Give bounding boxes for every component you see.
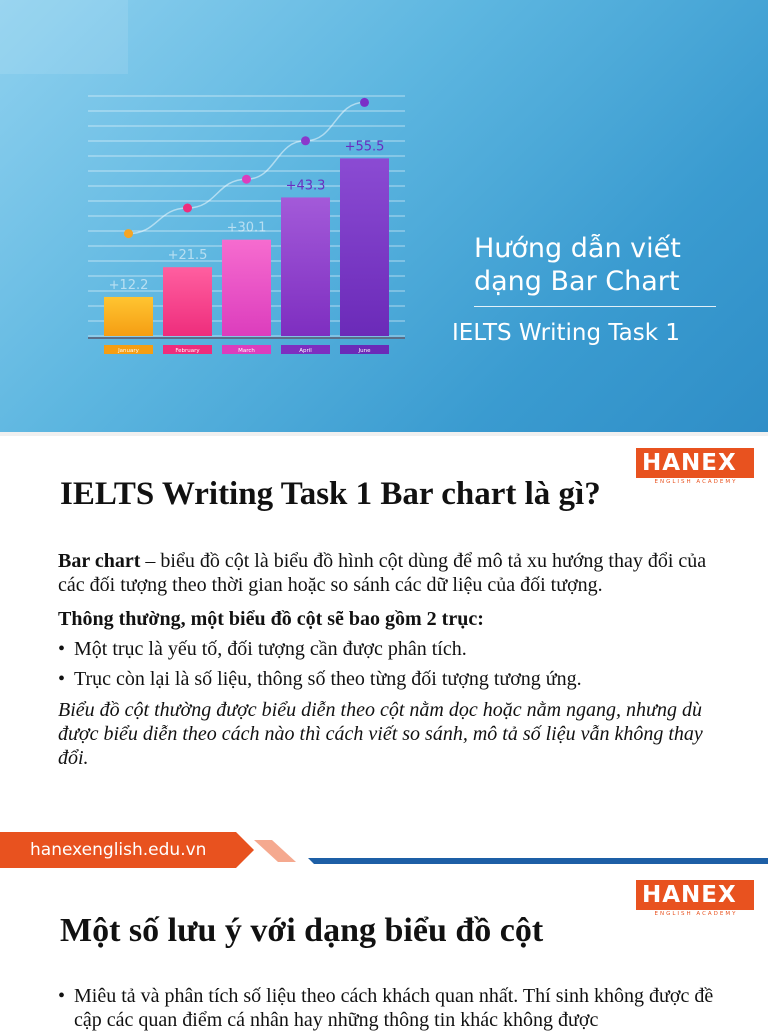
section-heading: Một số lưu ý với dạng biểu đồ cột [60, 912, 544, 949]
bullet-dot: • [58, 668, 66, 690]
italic-note: Biểu đồ cột thường được biểu diễn theo cột nằm dọc hoặc nằm ngang, nhưng dù được biểu diễn theo cách nào thì cách viết so sánh, mô tả số liệu vẫn không thay đổi. [58, 699, 703, 769]
category-label: February [175, 348, 200, 354]
bar-value-label: +43.3 [285, 178, 326, 194]
chart-bar [281, 197, 330, 336]
banner [0, 0, 768, 432]
list-item [58, 984, 718, 1032]
trend-point [301, 136, 310, 145]
logo-wordmark: HANEX [642, 882, 737, 908]
category-label: April [299, 348, 312, 354]
hanex-logo [636, 880, 754, 922]
chart-bar [222, 240, 271, 336]
intro-paragraph [58, 549, 718, 597]
slide-separator [0, 432, 768, 436]
trend-point [360, 98, 369, 107]
website-link[interactable]: hanexenglish.edu.vn [30, 840, 207, 860]
bar-value-label: +30.1 [226, 220, 267, 236]
banner-subtitle: IELTS Writing Task 1 [452, 320, 680, 346]
bullet-dot: • [58, 985, 66, 1007]
category-label: June [358, 348, 371, 354]
list-item [58, 638, 718, 661]
bar-value-label: +55.5 [344, 139, 385, 155]
section-content [58, 549, 718, 770]
bullet-dot: • [58, 638, 66, 660]
logo-tagline: ENGLISH ACADEMY [654, 479, 738, 485]
bullet-text: Miêu tả và phân tích số liệu theo cách khách quan nhất. Thí sinh không được đề cập các quan điểm cá nhân hay những thông tin khác không được [74, 985, 714, 1031]
logo-wordmark: HANEX [642, 450, 737, 476]
chart-bar [104, 297, 153, 336]
banner-title-line1: Hướng dẫn viết [474, 233, 681, 264]
category-label: January [118, 348, 139, 354]
chart-bar [163, 267, 212, 336]
banner-title-line2: dạng Bar Chart [474, 266, 680, 297]
trend-point [242, 175, 251, 184]
banner-title [474, 232, 734, 298]
trend-point [183, 204, 192, 213]
bar-chart-illustration [0, 0, 440, 432]
hanex-logo [636, 448, 754, 490]
section-heading: IELTS Writing Task 1 Bar chart là gì? [60, 476, 601, 512]
trend-point [124, 229, 133, 238]
banner-divider [474, 306, 716, 307]
bar-value-label: +12.2 [108, 277, 149, 293]
intro-term: Bar chart [58, 550, 141, 572]
intro-text: – biểu đồ cột là biểu đồ hình cột dùng để mô tả xu hướng thay đổi của các đối tượng theo thời gian hoặc so sánh các dữ liệu của đối tượng. [58, 550, 707, 596]
bullet-text: Trục còn lại là số liệu, thông số theo từng đối tượng tương ứng. [74, 668, 582, 690]
bullet-text: Một trục là yếu tố, đối tượng cần được phân tích. [74, 638, 467, 660]
axes-lead: Thông thường, một biểu đồ cột sẽ bao gồm 2 trục: [58, 608, 484, 630]
list-item [58, 668, 718, 691]
category-label: March [238, 348, 255, 354]
bar-value-label: +21.5 [167, 248, 208, 264]
chart-bar [340, 158, 389, 336]
logo-tagline: ENGLISH ACADEMY [654, 911, 738, 917]
